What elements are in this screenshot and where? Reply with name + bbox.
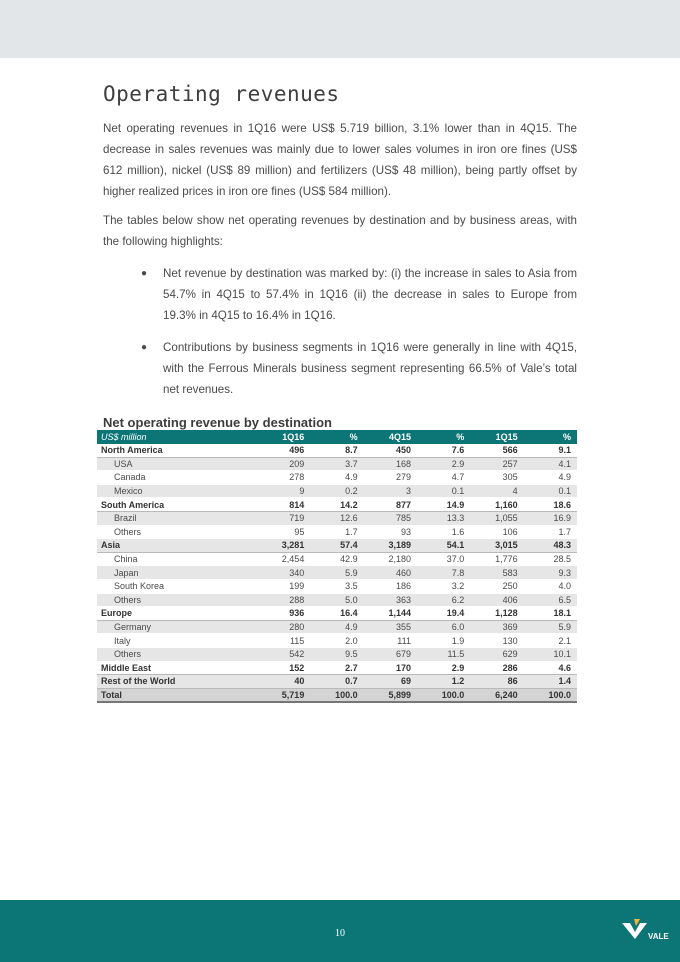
cell: 100.0	[417, 688, 470, 702]
cell: 40	[257, 675, 310, 689]
row-label: South Korea	[97, 579, 257, 593]
cell: 130	[470, 634, 523, 648]
cell: 785	[364, 511, 417, 525]
cell: 340	[257, 566, 310, 580]
cell: 69	[364, 675, 417, 689]
cell: 286	[470, 661, 523, 675]
cell: 28.5	[524, 552, 577, 566]
cell: 3.7	[310, 457, 363, 471]
cell: 279	[364, 471, 417, 485]
table-row	[97, 593, 577, 607]
cell: 100.0	[310, 688, 363, 702]
cell: 9	[257, 484, 310, 498]
cell: 4	[470, 484, 523, 498]
row-label: Total	[97, 688, 257, 702]
table-row	[97, 620, 577, 634]
cell: 305	[470, 471, 523, 485]
cell: 3,189	[364, 539, 417, 553]
table-row	[97, 634, 577, 648]
cell: 10.1	[524, 647, 577, 661]
row-label: Others	[97, 525, 257, 539]
bullet-text: Net revenue by destination was marked by: (i) the increase in sales to Asia from 54.7% in 4Q15 to 57.4% in 1Q16 (ii) the decrease in sales to Europe from 19.3% in 4Q15 to 16.4% in 1Q16.	[163, 267, 577, 322]
cell: 1.2	[417, 675, 470, 689]
cell: 18.1	[524, 607, 577, 621]
cell: 48.3	[524, 539, 577, 553]
cell: 16.9	[524, 511, 577, 525]
cell: 4.7	[417, 471, 470, 485]
cell: 18.6	[524, 498, 577, 512]
cell: 278	[257, 471, 310, 485]
bullet-item	[141, 263, 577, 326]
footer-band	[0, 900, 680, 962]
cell: 629	[470, 647, 523, 661]
cell: 566	[470, 444, 523, 457]
cell: 209	[257, 457, 310, 471]
table-row	[97, 539, 577, 553]
cell: 1,055	[470, 511, 523, 525]
row-label: Italy	[97, 634, 257, 648]
cell: 280	[257, 620, 310, 634]
table-title: Net operating revenue by destination	[103, 415, 332, 430]
cell: 0.1	[524, 484, 577, 498]
cell: 4.0	[524, 579, 577, 593]
cell: 1,776	[470, 552, 523, 566]
cell: 257	[470, 457, 523, 471]
bullet-icon: ●	[141, 268, 148, 279]
cell: 6.2	[417, 593, 470, 607]
cell: 111	[364, 634, 417, 648]
bullet-item	[141, 337, 577, 400]
cell: 2.9	[417, 457, 470, 471]
row-label: Brazil	[97, 511, 257, 525]
row-label: Japan	[97, 566, 257, 580]
cell: 95	[257, 525, 310, 539]
cell: 496	[257, 444, 310, 457]
table-row	[97, 675, 577, 689]
cell: 168	[364, 457, 417, 471]
cell: 355	[364, 620, 417, 634]
cell: 6,240	[470, 688, 523, 702]
table-row	[97, 511, 577, 525]
table-row	[97, 525, 577, 539]
cell: 3.2	[417, 579, 470, 593]
table-row	[97, 444, 577, 457]
table-total-row	[97, 688, 577, 702]
cell: 86	[470, 675, 523, 689]
bullet-text: Contributions by business segments in 1Q16 were generally in line with 4Q15, with the Ferrous Minerals business segment representing 66.5% of Vale’s total net revenues.	[163, 341, 577, 396]
cell: 5.0	[310, 593, 363, 607]
cell: 2.7	[310, 661, 363, 675]
cell: 542	[257, 647, 310, 661]
cell: 2,454	[257, 552, 310, 566]
cell: 14.9	[417, 498, 470, 512]
cell: 1,144	[364, 607, 417, 621]
table-row	[97, 647, 577, 661]
vale-logo-icon	[620, 917, 650, 941]
cell: 2.0	[310, 634, 363, 648]
cell: 250	[470, 579, 523, 593]
row-label: Asia	[97, 539, 257, 553]
column-header: %	[417, 430, 470, 444]
column-header: %	[310, 430, 363, 444]
cell: 2.9	[417, 661, 470, 675]
column-header: 1Q16	[257, 430, 310, 444]
cell: 4.6	[524, 661, 577, 675]
table-row	[97, 484, 577, 498]
cell: 5,719	[257, 688, 310, 702]
cell: 0.2	[310, 484, 363, 498]
cell: 3.5	[310, 579, 363, 593]
column-header: 1Q15	[470, 430, 523, 444]
cell: 93	[364, 525, 417, 539]
cell: 4.9	[524, 471, 577, 485]
paragraph-revenue-summary: Net operating revenues in 1Q16 were US$ 5.719 billion, 3.1% lower than in 4Q15. The decrease in sales revenues was mainly due to lower sales volumes in iron ore fines (US$ 612 million), nickel (US$ 89 million) and fertilizers (US$ 48 million), being partly offset by higher realized prices in iron ore fines (US$ 584 million).	[103, 122, 577, 198]
row-label: Others	[97, 593, 257, 607]
table-row	[97, 661, 577, 675]
cell: 152	[257, 661, 310, 675]
cell: 406	[470, 593, 523, 607]
page-number: 10	[335, 928, 345, 939]
cell: 6.5	[524, 593, 577, 607]
table-row	[97, 566, 577, 580]
table-row	[97, 457, 577, 471]
table-row	[97, 579, 577, 593]
cell: 19.4	[417, 607, 470, 621]
cell: 0.7	[310, 675, 363, 689]
row-label: USA	[97, 457, 257, 471]
cell: 7.8	[417, 566, 470, 580]
cell: 199	[257, 579, 310, 593]
cell: 11.5	[417, 647, 470, 661]
column-header: 4Q15	[364, 430, 417, 444]
cell: 1.7	[524, 525, 577, 539]
cell: 460	[364, 566, 417, 580]
cell: 1,128	[470, 607, 523, 621]
cell: 12.6	[310, 511, 363, 525]
column-header: %	[524, 430, 577, 444]
logo-text: VALE	[648, 932, 669, 941]
row-label: Rest of the World	[97, 675, 257, 689]
cell: 6.0	[417, 620, 470, 634]
revenue-by-destination-table	[97, 430, 577, 703]
cell: 5.9	[524, 620, 577, 634]
cell: 8.7	[310, 444, 363, 457]
cell: 170	[364, 661, 417, 675]
cell: 16.4	[310, 607, 363, 621]
cell: 106	[470, 525, 523, 539]
cell: 5,899	[364, 688, 417, 702]
cell: 186	[364, 579, 417, 593]
row-label: North America	[97, 444, 257, 457]
column-header: US$ million	[97, 430, 257, 444]
cell: 1.7	[310, 525, 363, 539]
row-label: Germany	[97, 620, 257, 634]
cell: 54.1	[417, 539, 470, 553]
cell: 814	[257, 498, 310, 512]
paragraph-tables-intro: The tables below show net operating revenues by destination and by business areas, with the following highlights:	[103, 214, 577, 248]
cell: 679	[364, 647, 417, 661]
row-label: Others	[97, 647, 257, 661]
row-label: Middle East	[97, 661, 257, 675]
cell: 13.3	[417, 511, 470, 525]
cell: 583	[470, 566, 523, 580]
cell: 4.9	[310, 471, 363, 485]
cell: 14.2	[310, 498, 363, 512]
header-band	[0, 0, 680, 58]
cell: 4.9	[310, 620, 363, 634]
cell: 450	[364, 444, 417, 457]
cell: 719	[257, 511, 310, 525]
row-label: Mexico	[97, 484, 257, 498]
cell: 9.1	[524, 444, 577, 457]
cell: 37.0	[417, 552, 470, 566]
table-header-row	[97, 430, 577, 444]
cell: 115	[257, 634, 310, 648]
cell: 288	[257, 593, 310, 607]
row-label: China	[97, 552, 257, 566]
cell: 3,015	[470, 539, 523, 553]
cell: 363	[364, 593, 417, 607]
cell: 1,160	[470, 498, 523, 512]
cell: 1.9	[417, 634, 470, 648]
section-title: Operating revenues	[103, 82, 340, 106]
table-row	[97, 471, 577, 485]
table-row	[97, 552, 577, 566]
cell: 42.9	[310, 552, 363, 566]
row-label: Canada	[97, 471, 257, 485]
table-row	[97, 498, 577, 512]
cell: 57.4	[310, 539, 363, 553]
cell: 2,180	[364, 552, 417, 566]
cell: 7.6	[417, 444, 470, 457]
cell: 5.9	[310, 566, 363, 580]
cell: 1.6	[417, 525, 470, 539]
cell: 4.1	[524, 457, 577, 471]
cell: 0.1	[417, 484, 470, 498]
cell: 369	[470, 620, 523, 634]
bullet-icon: ●	[141, 342, 148, 353]
cell: 3	[364, 484, 417, 498]
cell: 877	[364, 498, 417, 512]
cell: 3,281	[257, 539, 310, 553]
cell: 1.4	[524, 675, 577, 689]
cell: 2.1	[524, 634, 577, 648]
cell: 936	[257, 607, 310, 621]
row-label: Europe	[97, 607, 257, 621]
table-row	[97, 607, 577, 621]
row-label: South America	[97, 498, 257, 512]
cell: 100.0	[524, 688, 577, 702]
cell: 9.5	[310, 647, 363, 661]
cell: 9.3	[524, 566, 577, 580]
